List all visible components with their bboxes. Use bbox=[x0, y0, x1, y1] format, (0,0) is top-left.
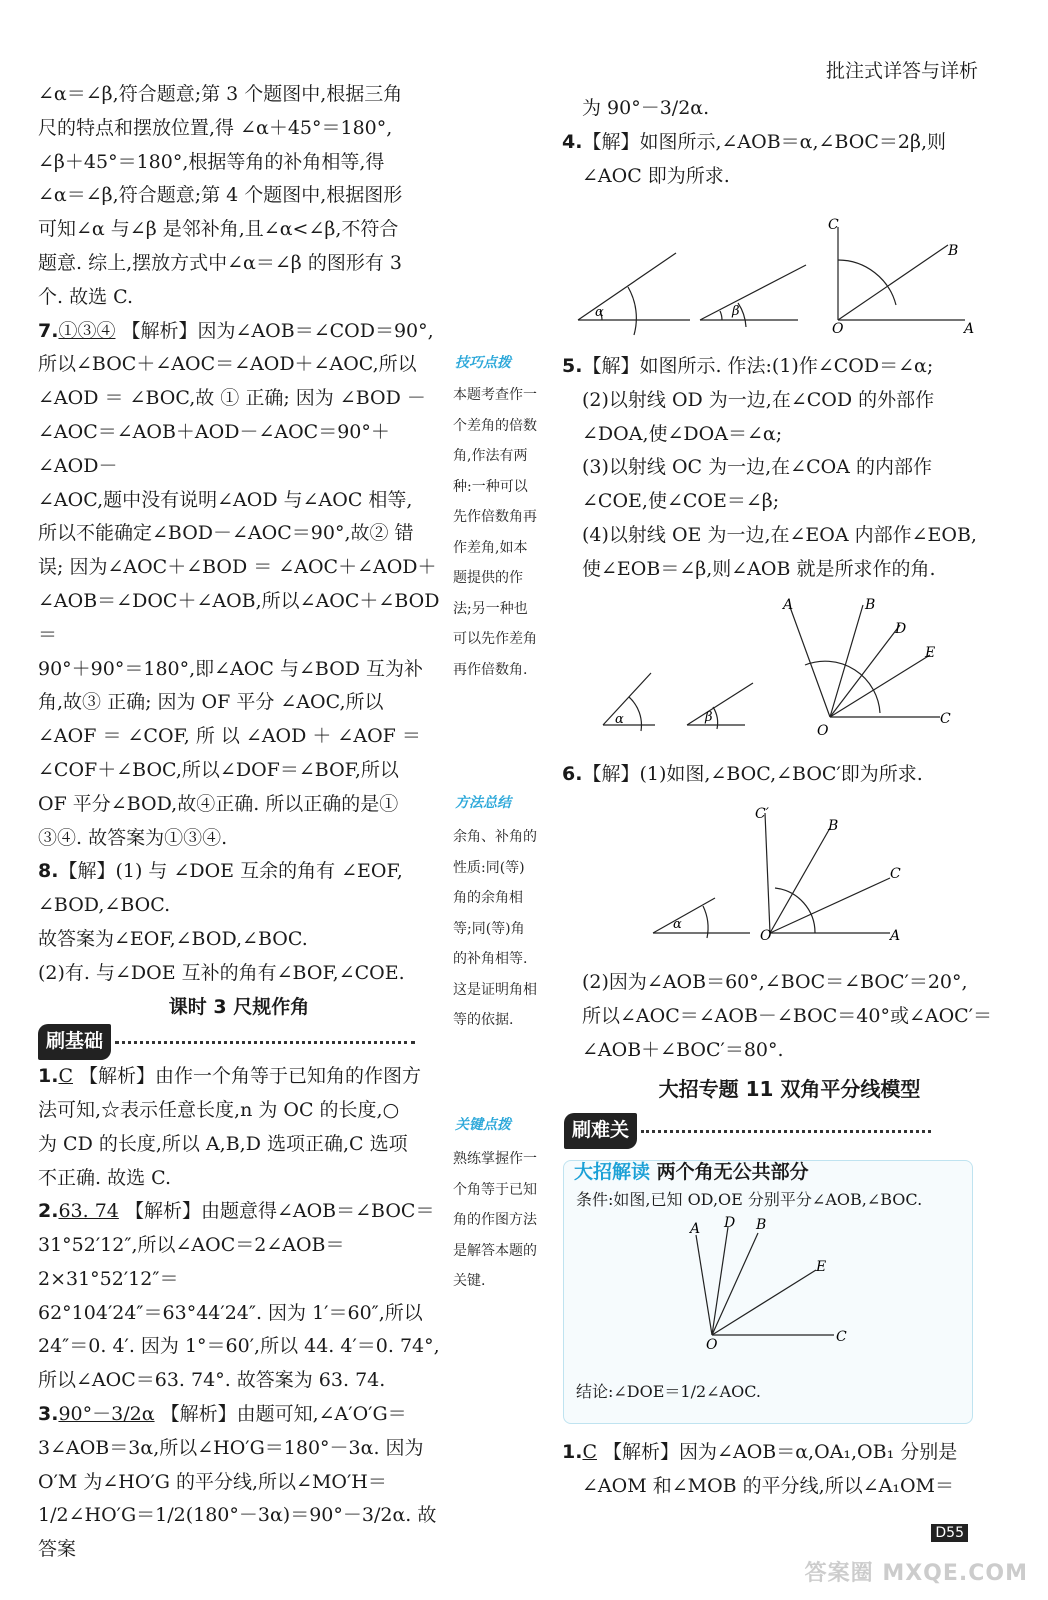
note-line: 的补角相等. bbox=[453, 951, 528, 967]
question-1-hard bbox=[562, 1436, 997, 1504]
text-line: (2)以射线 OD 为一边,在∠COD 的外部作 bbox=[582, 388, 935, 411]
note-line: 个角等于已知 bbox=[453, 1181, 537, 1198]
text-line: ∠AOB＋∠BOC′＝80°. bbox=[582, 1038, 784, 1061]
note-line: 作差角,如本 bbox=[453, 539, 528, 556]
text-line: 个. 故选 C. bbox=[38, 285, 134, 308]
text-line: 可知∠α 与∠β 是邻补角,且∠α<∠β,不符合 bbox=[38, 218, 399, 241]
question-number: 3. bbox=[38, 1403, 59, 1426]
note-line: 个差角的倍数 bbox=[453, 417, 537, 434]
point-A: A bbox=[964, 321, 975, 337]
text-line: ∠DOA,使∠DOA＝∠α; bbox=[582, 422, 783, 445]
point-C-prime: C′ bbox=[755, 806, 769, 822]
beta-label: β bbox=[732, 304, 740, 319]
note-line: 关键. bbox=[453, 1273, 486, 1289]
text-line: 法可知,☆表示任意长度,n 为 OC 的长度,○ bbox=[38, 1098, 400, 1121]
question-6-part2 bbox=[572, 966, 997, 1149]
box-condition: 条件:如图,已知 OD,OE 分别平分∠AOB,∠BOC. bbox=[576, 1190, 923, 1209]
text-line: 【解析】由题可知,∠A′O′G＝ bbox=[160, 1403, 407, 1426]
side-note bbox=[453, 380, 565, 685]
text-line: 所以不能确定∠BOD－∠AOC＝90°,故② 错 bbox=[38, 522, 414, 545]
question-number: 8. bbox=[38, 860, 59, 883]
text-line: 【解析】由题意得∠AOB＝∠BOC＝ bbox=[124, 1200, 435, 1223]
note-line: 熟练掌握作一 bbox=[453, 1151, 537, 1167]
text-line: 【解】如图所示. 作法:(1)作∠COD＝∠α; bbox=[582, 355, 934, 377]
question-number: 2. bbox=[38, 1200, 59, 1223]
lesson-title: 课时 3 尺规作角 bbox=[168, 995, 310, 1018]
beta-label: β bbox=[705, 710, 713, 725]
header-title: 批注式详答与详析 bbox=[825, 60, 978, 82]
text-line: OF 平分∠BOD,故④正确. 所以正确的是① bbox=[38, 792, 399, 815]
tip-label: 关键点拨 bbox=[455, 1117, 511, 1133]
text-line: 31°52′12″,所以∠AOC＝2∠AOB＝2×31°52′12″＝ bbox=[38, 1234, 345, 1290]
text-line: 【解】(1)如图,∠BOC,∠BOC′即为所求. bbox=[582, 763, 923, 785]
figure-q4 bbox=[570, 215, 990, 345]
text-line: ∠AOD ＝ ∠BOC,故 ① 正确; 因为 ∠BOD － bbox=[38, 387, 426, 410]
text-line: ∠COE,使∠COE＝∠β; bbox=[582, 490, 780, 513]
question-number: 1. bbox=[562, 1441, 583, 1463]
note-line: 性质:同(等) bbox=[453, 859, 525, 876]
point-B: B bbox=[756, 1217, 767, 1233]
alpha-label: α bbox=[615, 712, 624, 727]
text-line: ∠AOC 即为所求. bbox=[582, 164, 730, 187]
note-line: 再作倍数角. bbox=[453, 661, 528, 678]
text-line: (3)以射线 OC 为一边,在∠COA 的内部作 bbox=[582, 456, 932, 479]
point-A: A bbox=[783, 597, 794, 613]
question-number: 1. bbox=[38, 1065, 59, 1088]
question-3 bbox=[38, 1398, 440, 1567]
answer: 63. 74 bbox=[58, 1200, 119, 1223]
dotted-divider bbox=[115, 1041, 415, 1044]
text-line: 所以∠AOC＝∠AOB－∠BOC＝40°或∠AOC′＝ bbox=[582, 1004, 993, 1027]
note-line: 等;同(等)角 bbox=[453, 920, 525, 937]
point-C: C bbox=[890, 866, 901, 882]
figure-q5 bbox=[595, 595, 975, 740]
point-C: C bbox=[940, 711, 951, 727]
text-line: 为 CD 的长度,所以 A,B,D 选项正确,C 选项 bbox=[38, 1132, 408, 1155]
point-A: A bbox=[890, 928, 901, 944]
note-line: 角的作图方法 bbox=[453, 1212, 537, 1228]
text-line: 62°104′24″＝63°44′24″. 因为 1′＝60″,所以 bbox=[38, 1301, 423, 1324]
tip-label: 技巧点拨 bbox=[455, 355, 511, 371]
text-line: 90°＋90°＝180°,即∠AOC 与∠BOD 互为补 bbox=[38, 657, 424, 680]
question-number: 5. bbox=[562, 355, 583, 377]
figure-box bbox=[684, 1215, 864, 1350]
side-note bbox=[453, 822, 565, 1036]
text-line: ∠AOB＝∠DOC＋∠AOB,所以∠AOC＋∠BOD＝ bbox=[38, 589, 440, 646]
text-line: ∠AOC,题中没有说明∠AOD 与∠AOC 相等, bbox=[38, 488, 413, 511]
question-1 bbox=[38, 1060, 440, 1195]
text-line: ∠AOF ＝ ∠COF, 所 以 ∠AOD ＋ ∠AOF ＝ bbox=[38, 725, 421, 748]
text-line: 【解】如图所示,∠AOB＝α,∠BOC＝2β,则 bbox=[582, 130, 947, 153]
answer: 90°－3/2α bbox=[58, 1403, 155, 1426]
alpha-label: α bbox=[673, 917, 682, 932]
point-C: C bbox=[836, 1329, 847, 1345]
question-8 bbox=[38, 855, 440, 990]
note-line: 可以先作差角 bbox=[453, 631, 537, 647]
question-2 bbox=[38, 1195, 440, 1398]
text-line: 1/2∠HO′G＝1/2(180°－3α)＝90°－3/2α. 故答案 bbox=[38, 1504, 437, 1561]
section-tag-basic: 刷基础 bbox=[38, 1024, 111, 1060]
point-E: E bbox=[925, 645, 936, 661]
text-line: ③④. 故答案为①③④. bbox=[38, 826, 228, 849]
note-line: 题提供的作 bbox=[453, 570, 523, 586]
text-line: 【解析】因为∠AOB＝α,OA₁,OB₁ 分别是 bbox=[603, 1441, 958, 1463]
tip-box-label: 大招解读 bbox=[574, 1161, 651, 1183]
text-line: ∠β＋45°＝180°,根据等角的补角相等,得 bbox=[38, 150, 385, 173]
text-line: ∠AOM 和∠MOB 的平分线,所以∠A₁OM＝ bbox=[582, 1474, 954, 1497]
text-line: 尺的特点和摆放位置,得 ∠α＋45°＝180°, bbox=[38, 116, 393, 139]
point-D: D bbox=[724, 1215, 736, 1231]
point-E: E bbox=[816, 1259, 827, 1275]
point-O: O bbox=[706, 1337, 718, 1350]
question-6-part1 bbox=[562, 758, 997, 792]
text-line: 不正确. 故选 C. bbox=[38, 1166, 172, 1189]
note-line: 角的余角相 bbox=[453, 890, 523, 906]
tip-label: 方法总结 bbox=[455, 795, 511, 811]
text-line: ∠α＝∠β,符合题意;第 3 个题图中,根据三角 bbox=[38, 83, 403, 105]
question-number: 7. bbox=[38, 319, 59, 342]
text-line: (2)因为∠AOB＝60°,∠BOC＝∠BOC′＝20°, bbox=[582, 971, 968, 993]
answer: C bbox=[582, 1441, 597, 1463]
question-number: 6. bbox=[562, 763, 583, 785]
text-line: 为 90°－3/2α. bbox=[582, 97, 710, 119]
point-O: O bbox=[760, 928, 772, 944]
side-note bbox=[453, 1144, 565, 1297]
note-line: 余角、补角的 bbox=[453, 829, 537, 845]
page-number: D55 bbox=[931, 1524, 968, 1542]
point-O: O bbox=[817, 723, 829, 739]
tip-box-subtitle: 两个角无公共部分 bbox=[656, 1161, 809, 1183]
tip-box-title bbox=[574, 1157, 809, 1184]
text-line: 【解析】因为∠AOB＝∠COD＝90°, bbox=[121, 319, 434, 342]
point-B: B bbox=[865, 597, 876, 613]
text-line: 角,故③ 正确; 因为 OF 平分 ∠AOC,所以 bbox=[38, 691, 384, 714]
point-D: D bbox=[895, 621, 907, 637]
question-7 bbox=[38, 315, 440, 856]
text-line: 【解】(1) 与 ∠DOE 互余的角有 ∠EOF, bbox=[58, 860, 403, 883]
text-line: (4)以射线 OE 为一边,在∠EOA 内部作∠EOB, bbox=[582, 523, 977, 546]
note-line: 角,作法有两 bbox=[453, 448, 528, 464]
text-line: ∠BOD,∠BOC. bbox=[38, 894, 171, 917]
note-line: 是解答本题的 bbox=[453, 1242, 537, 1259]
question-number: 4. bbox=[562, 130, 583, 153]
text-line: 故答案为∠EOF,∠BOD,∠BOC. bbox=[38, 927, 308, 950]
text-line: O′M 为∠HO′G 的平分线,所以∠MO′H＝ bbox=[38, 1470, 387, 1493]
note-line: 本题考查作一 bbox=[453, 387, 537, 403]
note-line: 这是证明角相 bbox=[453, 981, 537, 998]
note-line: 法;另一种也 bbox=[453, 600, 528, 617]
answer: C bbox=[58, 1065, 73, 1088]
point-C: C bbox=[828, 217, 839, 233]
box-conclusion: 结论:∠DOE＝1/2∠AOC. bbox=[576, 1382, 762, 1401]
point-A: A bbox=[690, 1221, 701, 1237]
tip-box bbox=[563, 1160, 973, 1424]
text-line: (2)有. 与∠DOE 互补的角有∠BOF,∠COE. bbox=[38, 961, 405, 984]
watermark: 答案圈 MXQE.COM bbox=[804, 1561, 1028, 1586]
text-line: 误; 因为∠AOC＋∠BOD ＝ ∠AOC＋∠AOD＋ bbox=[38, 556, 437, 579]
prev-answer-continuation bbox=[38, 78, 440, 315]
left-column bbox=[38, 78, 440, 1567]
point-B: B bbox=[948, 243, 959, 259]
text-line: ∠AOC＝∠AOB＋AOD－∠AOC＝90°＋∠AOD－ bbox=[38, 420, 390, 477]
question-5 bbox=[562, 350, 997, 587]
section-tag-hard: 刷难关 bbox=[564, 1113, 637, 1149]
text-line: 使∠EOB＝∠β,则∠AOB 就是所求作的角. bbox=[582, 557, 936, 580]
text-line: 所以∠BOC＋∠AOC＝∠AOD＋∠AOC,所以 bbox=[38, 353, 417, 376]
note-line: 等的依据. bbox=[453, 1012, 514, 1028]
figure-q6 bbox=[645, 798, 905, 948]
text-line: ∠α＝∠β,符合题意;第 4 个题图中,根据图形 bbox=[38, 184, 403, 207]
right-top-text bbox=[562, 92, 997, 193]
note-line: 先作倍数角再 bbox=[453, 509, 537, 525]
text-line: 【解析】由作一个角等于已知角的作图方 bbox=[79, 1065, 422, 1088]
text-line: 所以∠AOC＝63. 74°. 故答案为 63. 74. bbox=[38, 1369, 386, 1392]
dotted-divider bbox=[641, 1130, 931, 1133]
special-topic-title: 大招专题 11 双角平分线模型 bbox=[658, 1077, 921, 1102]
note-line: 种:一种可以 bbox=[453, 478, 528, 495]
point-O: O bbox=[832, 321, 844, 337]
text-line: 题意. 综上,摆放方式中∠α＝∠β 的图形有 3 bbox=[38, 251, 402, 274]
alpha-label: α bbox=[595, 305, 604, 320]
point-B: B bbox=[828, 818, 839, 834]
text-line: 3∠AOB＝3α,所以∠HO′G＝180°－3α. 因为 bbox=[38, 1436, 424, 1459]
text-line: 24″＝0. 4′. 因为 1°＝60′,所以 44. 4′＝0. 74°, bbox=[38, 1335, 440, 1358]
answer: ①③④ bbox=[58, 319, 116, 342]
text-line: ∠COF＋∠BOC,所以∠DOF＝∠BOF,所以 bbox=[38, 758, 399, 781]
